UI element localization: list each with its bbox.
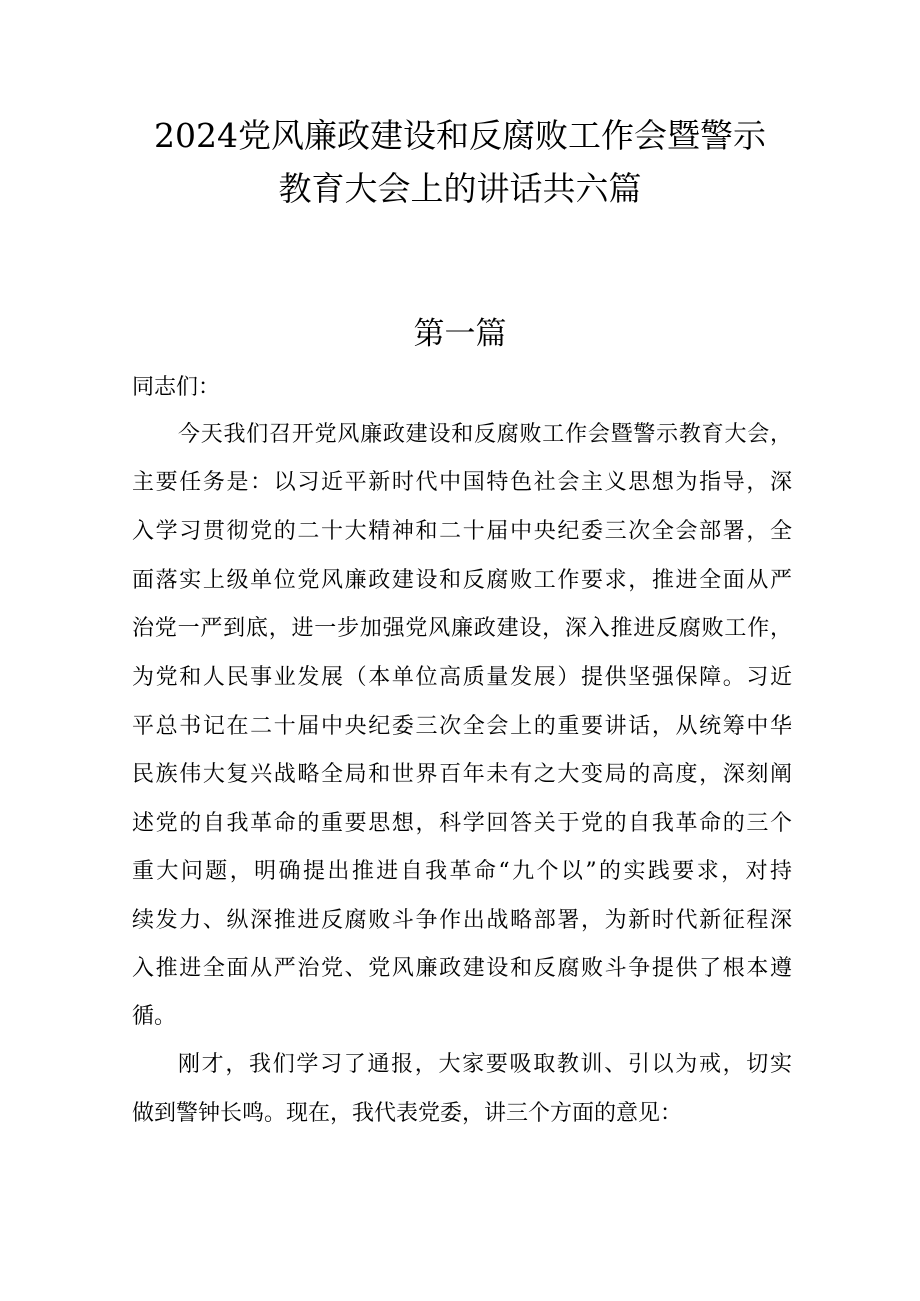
paragraph-1-line: 治党一严到底，进一步加强党风廉政建设，深入推进反腐败工作，	[132, 616, 792, 641]
paragraph-1-line: 面落实上级单位党风廉政建设和反腐败工作要求，推进全面从严	[132, 568, 792, 593]
paragraph-2-line: 做到警钟长鸣。现在，我代表党委，讲三个方面的意见：	[132, 1101, 683, 1126]
paragraph-1-line: 入推进全面从严治党、党风廉政建设和反腐败斗争提供了根本遵	[132, 956, 792, 981]
paragraph-1-line: 述党的自我革命的重要思想，科学回答关于党的自我革命的三个	[132, 811, 792, 836]
paragraph-1-line: 今天我们召开党风廉政建设和反腐败工作会暨警示教育大会，	[178, 422, 792, 447]
paragraph-2-line: 刚才，我们学习了通报，大家要吸取教训、引以为戒，切实	[178, 1052, 792, 1077]
document-title-line-1: 2024党风廉政建设和反腐败工作会暨警示	[154, 116, 766, 155]
paragraph-1-line: 民族伟大复兴战略全局和世界百年未有之大变局的高度，深刻阐	[132, 762, 792, 787]
paragraph-1-line: 主要任务是：以习近平新时代中国特色社会主义思想为指导，深	[132, 470, 792, 495]
paragraph-1-line: 重大问题，明确提出推进自我革命“九个以”的实践要求，对持	[132, 859, 792, 884]
document-title-line-2: 教育大会上的讲话共六篇	[278, 169, 642, 208]
paragraph-1-line: 为党和人民事业发展（本单位高质量发展）提供坚强保障。习近	[132, 665, 792, 690]
paragraph-1-line: 循。	[132, 1004, 177, 1029]
salutation: 同志们：	[132, 375, 221, 400]
paragraph-1-line: 平总书记在二十届中央纪委三次全会上的重要讲话，从统筹中华	[132, 714, 792, 739]
section-heading: 第一篇	[413, 316, 507, 352]
paragraph-1-line: 入学习贯彻党的二十大精神和二十届中央纪委三次全会部署，全	[132, 519, 792, 544]
paragraph-1-line: 续发力、纵深推进反腐败斗争作出战略部署，为新时代新征程深	[132, 908, 792, 933]
